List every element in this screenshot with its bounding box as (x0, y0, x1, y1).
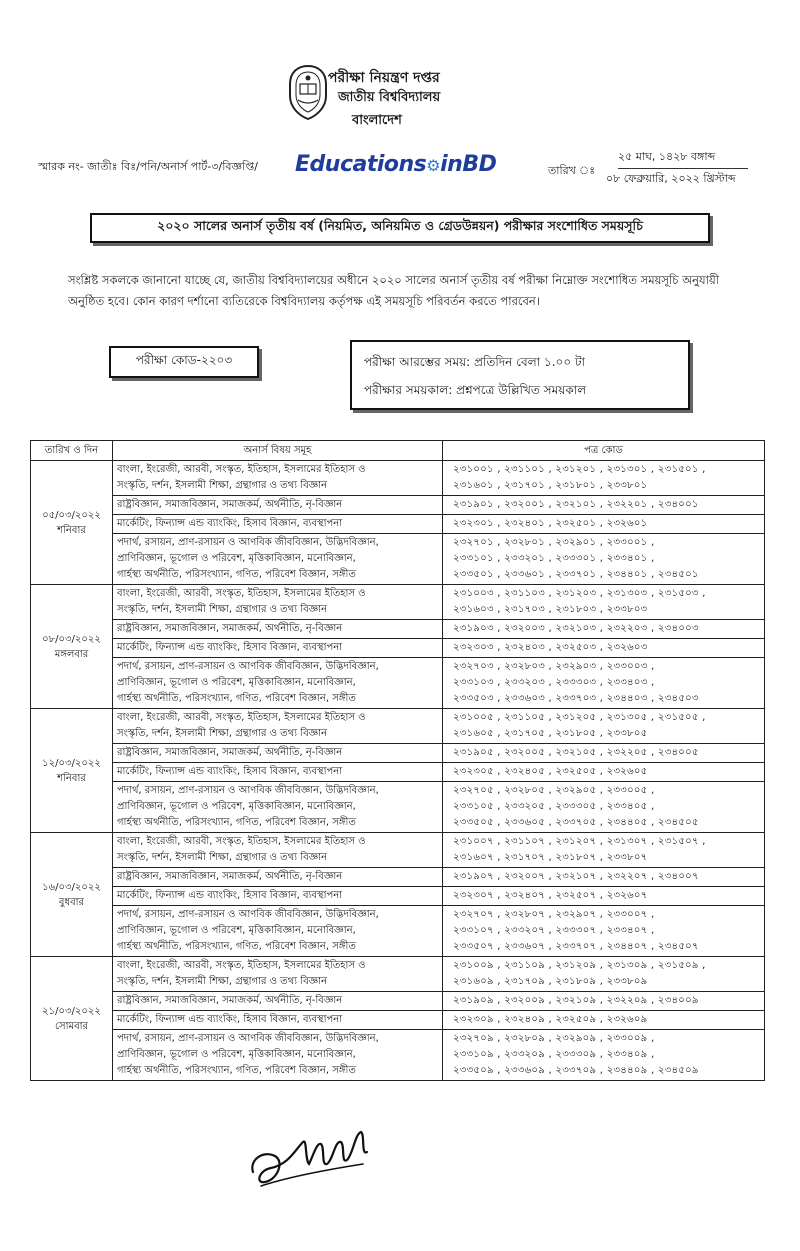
subjects-cell (113, 833, 443, 868)
date-day-cell (31, 957, 113, 1081)
table-row (31, 658, 765, 709)
paper-codes-cell (443, 515, 765, 534)
table-row (31, 1030, 765, 1081)
schedule-table (30, 440, 765, 1081)
subject-line: রাষ্ট্রবিজ্ঞান, সমাজবিজ্ঞান, সমাজকর্ম, অর্থনীতি, নৃ-বিজ্ঞান (117, 871, 343, 882)
subject-line: মার্কেটিং, ফিন্যান্স এন্ড ব্যাংকিং, হিসাব বিজ্ঞান, ব্যবস্থাপনা (117, 642, 343, 653)
table-row (31, 709, 765, 744)
subjects-cell (113, 461, 443, 496)
subject-line: গার্হস্থ্য অর্থনীতি, পরিসংখ্যান, গণিত, পরিবেশ বিজ্ঞান, সঙ্গীত (117, 693, 356, 704)
table-row (31, 620, 765, 639)
subject-line: প্রাণিবিজ্ঞান, ভূগোল ও পরিবেশ, মৃত্তিকাবিজ্ঞান, মনোবিজ্ঞান, (117, 801, 356, 812)
subject-line: রাষ্ট্রবিজ্ঞান, সমাজবিজ্ঞান, সমাজকর্ম, অর্থনীতি, নৃ-বিজ্ঞান (117, 623, 343, 634)
memo-number: স্মারক নং- জাতীঃ বিঃ/পনি/অনার্স পার্ট-৩/বিজ্ঞপ্তি/ (38, 160, 258, 173)
subjects-cell (113, 620, 443, 639)
exam-time-box (350, 340, 690, 410)
subjects-cell (113, 639, 443, 658)
code-line: ২৩২৩০৭ , ২৩২৪০৭ , ২৩২৫০৭ , ২৩২৬০৭ (453, 890, 648, 901)
date-day-cell (31, 461, 113, 585)
subject-line: পদার্থ, রসায়ন, প্রাণ-রসায়ন ও আণবিক জীববিজ্ঞান, উদ্ভিদবিজ্ঞান, (117, 1033, 379, 1044)
table-row (31, 992, 765, 1011)
subjects-cell (113, 906, 443, 957)
paper-codes-cell (443, 461, 765, 496)
header-paper-codes: পত্র কোড (443, 441, 765, 461)
date-bangla: ২৫ মাঘ, ১৪২৮ বঙ্গাব্দ (618, 148, 748, 169)
code-line: ২৩১৬০৯ , ২৩১৭০৯ , ২৩১৮০৯ , ২৩৩৮০৯ (453, 976, 648, 987)
notice-title: ২০২০ সালের অনার্স তৃতীয় বর্ষ (নিয়মিত, অনিয়মিত ও গ্রেডউন্নয়ন) পরীক্ষার সংশোধিত সময়সূচি (90, 213, 710, 243)
subject-line: মার্কেটিং, ফিন্যান্স এন্ড ব্যাংকিং, হিসাব বিজ্ঞান, ব্যবস্থাপনা (117, 518, 343, 529)
subject-line: মার্কেটিং, ফিন্যান্স এন্ড ব্যাংকিং, হিসাব বিজ্ঞান, ব্যবস্থাপনা (117, 1014, 343, 1025)
university-name: জাতীয় বিশ্ববিদ্যালয় (338, 90, 441, 105)
subjects-cell (113, 782, 443, 833)
country-name: বাংলাদেশ (352, 113, 402, 128)
code-line: ২৩১৬০৫ , ২৩১৭০৫ , ২৩১৮০৫ , ২৩৩৮০৫ (453, 728, 648, 739)
code-line: ২৩১০০১ , ২৩১১০১ , ২৩১২০১ , ২৩১৩০১ , ২৩১৫০১ , (453, 464, 706, 475)
subject-line: বাংলা, ইংরেজী, আরবী, সংস্কৃত, ইতিহাস, ইসলামের ইতিহাস ও (117, 712, 366, 723)
date-day-cell (31, 833, 113, 957)
paper-codes-cell (443, 639, 765, 658)
subject-line: বাংলা, ইংরেজী, আরবী, সংস্কৃত, ইতিহাস, ইসলামের ইতিহাস ও (117, 960, 366, 971)
university-crest-icon (286, 62, 330, 122)
paper-codes-cell (443, 1011, 765, 1030)
subject-line: পদার্থ, রসায়ন, প্রাণ-রসায়ন ও আণবিক জীববিজ্ঞান, উদ্ভিদবিজ্ঞান, (117, 661, 379, 672)
subject-line: প্রাণিবিজ্ঞান, ভূগোল ও পরিবেশ, মৃত্তিকাবিজ্ঞান, মনোবিজ্ঞান, (117, 1049, 356, 1060)
subject-line: রাষ্ট্রবিজ্ঞান, সমাজবিজ্ঞান, সমাজকর্ম, অর্থনীতি, নৃ-বিজ্ঞান (117, 499, 343, 510)
subjects-cell (113, 709, 443, 744)
exam-duration: পরীক্ষার সময়কাল: প্রশ্নপত্রে উল্লিখিত সময়কাল (364, 383, 587, 397)
paper-codes-cell (443, 620, 765, 639)
code-line: ২৩২৩০৫ , ২৩২৪০৫ , ২৩২৫০৫ , ২৩২৬০৫ (453, 766, 648, 777)
code-line: ২৩৩১০৭ , ২৩৩২০৭ , ২৩৩৩০৭ , ২৩৩৪০৭ , (453, 925, 655, 936)
intro-paragraph: সংশ্লিষ্ট সকলকে জানানো যাচ্ছে যে, জাতীয় বিশ্ববিদ্যালয়ের অধীনে ২০২০ সালের অনার্স তৃতীয় বর্ষ পরীক্ষা নিম্নোক্ত সংশোধিত সময়সূচি অনুযায়ী অনুষ্ঠিত হবে। কোন কারণ দর্শানো ব্যতিরেকে বিশ্ববিদ্যালয় কর্তৃপক্ষ এই সময়সূচি পরিবর্তন করতে পারবেন। (68, 273, 720, 308)
subject-line: গার্হস্থ্য অর্থনীতি, পরিসংখ্যান, গণিত, পরিবেশ বিজ্ঞান, সঙ্গীত (117, 569, 356, 580)
subjects-cell (113, 585, 443, 620)
code-line: ২৩৩১০৩ , ২৩৩২০৩ , ২৩৩৩০৩ , ২৩৩৪০৩ , (453, 677, 655, 688)
code-line: ২৩১৯০৩ , ২৩২০০৩ , ২৩২১০৩ , ২৩২২০৩ , ২৩৪০০৩ (453, 623, 699, 634)
code-line: ২৩১৯০৯ , ২৩২০০৯ , ২৩২১০৯ , ২৩২২০৯ , ২৩৪০০৯ (453, 995, 699, 1006)
table-row (31, 585, 765, 620)
exam-weekday: মঙ্গলবার (54, 648, 89, 660)
subjects-cell (113, 496, 443, 515)
table-row (31, 868, 765, 887)
subject-line: বাংলা, ইংরেজী, আরবী, সংস্কৃত, ইতিহাস, ইসলামের ইতিহাস ও (117, 588, 366, 599)
table-row (31, 957, 765, 992)
paper-codes-cell (443, 585, 765, 620)
subject-line: প্রাণিবিজ্ঞান, ভূগোল ও পরিবেশ, মৃত্তিকাবিজ্ঞান, মনোবিজ্ঞান, (117, 677, 356, 688)
gear-icon: ⚙ (426, 156, 441, 175)
paper-codes-cell (443, 887, 765, 906)
code-line: ২৩২৭০৭ , ২৩২৮০৭ , ২৩২৯০৭ , ২৩৩০০৭ , (453, 909, 655, 920)
paper-codes-cell (443, 1030, 765, 1081)
code-line: ২৩১০০৯ , ২৩১১০৯ , ২৩১২০৯ , ২৩১৩০৯ , ২৩১৫০৯ , (453, 960, 706, 971)
date-day-cell (31, 585, 113, 709)
subject-line: পদার্থ, রসায়ন, প্রাণ-রসায়ন ও আণবিক জীববিজ্ঞান, উদ্ভিদবিজ্ঞান, (117, 785, 379, 796)
table-row (31, 534, 765, 585)
exam-weekday: সোমবার (54, 1020, 89, 1032)
code-line: ২৩২৭০১ , ২৩২৮০১ , ২৩২৯০১ , ২৩৩০০১ , (453, 537, 655, 548)
code-line: ২৩১৯০৫ , ২৩২০০৫ , ২৩২১০৫ , ২৩২২০৫ , ২৩৪০০৫ (453, 747, 699, 758)
paper-codes-cell (443, 957, 765, 992)
educationsinbd-logo: Educations⚙inBD (295, 152, 497, 177)
subject-line: গার্হস্থ্য অর্থনীতি, পরিসংখ্যান, গণিত, পরিবেশ বিজ্ঞান, সঙ্গীত (117, 817, 356, 828)
header-subjects: অনার্স বিষয় সমূহ (113, 441, 443, 461)
subjects-cell (113, 887, 443, 906)
exam-weekday: শনিবার (57, 772, 86, 784)
subject-line: সংস্কৃতি, দর্শন, ইসলামী শিক্ষা, গ্রন্থাগার ও তথ্য বিজ্ঞান (117, 480, 328, 491)
signature (245, 1120, 375, 1195)
table-row (31, 763, 765, 782)
exam-weekday: বুধবার (58, 896, 85, 908)
subject-line: মার্কেটিং, ফিন্যান্স এন্ড ব্যাংকিং, হিসাব বিজ্ঞান, ব্যবস্থাপনা (117, 766, 343, 777)
subject-line: পদার্থ, রসায়ন, প্রাণ-রসায়ন ও আণবিক জীববিজ্ঞান, উদ্ভিদবিজ্ঞান, (117, 909, 379, 920)
exam-code: পরীক্ষা কোড-২২০৩ (109, 346, 259, 378)
schedule-body (31, 461, 765, 1081)
code-line: ২৩৩৫০৫ , ২৩৩৬০৫ , ২৩৩৭০৫ , ২৩৪৪০৫ , ২৩৪৫০৫ (453, 817, 699, 828)
table-row (31, 461, 765, 496)
paper-codes-cell (443, 709, 765, 744)
subject-line: সংস্কৃতি, দর্শন, ইসলামী শিক্ষা, গ্রন্থাগার ও তথ্য বিজ্ঞান (117, 852, 328, 863)
code-line: ২৩১৬০৩ , ২৩১৭০৩ , ২৩১৮০৩ , ২৩৩৮০৩ (453, 604, 648, 615)
code-line: ২৩২৩০৩ , ২৩২৪০৩ , ২৩২৫০৩ , ২৩২৬০৩ (453, 642, 648, 653)
code-line: ২৩৩১০৫ , ২৩৩২০৫ , ২৩৩৩০৫ , ২৩৩৪০৫ , (453, 801, 655, 812)
paper-codes-cell (443, 833, 765, 868)
paper-codes-cell (443, 782, 765, 833)
code-line: ২৩২৩০১ , ২৩২৪০১ , ২৩২৫০১ , ২৩২৬০১ (453, 518, 648, 529)
paper-codes-cell (443, 658, 765, 709)
subjects-cell (113, 1030, 443, 1081)
subject-line: সংস্কৃতি, দর্শন, ইসলামী শিক্ষা, গ্রন্থাগার ও তথ্য বিজ্ঞান (117, 976, 328, 987)
subjects-cell (113, 534, 443, 585)
date-day-cell (31, 709, 113, 833)
paper-codes-cell (443, 763, 765, 782)
subject-line: বাংলা, ইংরেজী, আরবী, সংস্কৃত, ইতিহাস, ইসলামের ইতিহাস ও (117, 464, 366, 475)
exam-date: ১৬/০৩/২০২২ (42, 881, 101, 893)
code-line: ২৩৩১০১ , ২৩৩২০১ , ২৩৩৩০১ , ২৩৩৪০১ , (453, 553, 655, 564)
paper-codes-cell (443, 744, 765, 763)
subject-line: প্রাণিবিজ্ঞান, ভূগোল ও পরিবেশ, মৃত্তিকাবিজ্ঞান, মনোবিজ্ঞান, (117, 925, 356, 936)
table-row (31, 1011, 765, 1030)
code-line: ২৩৩৫০৭ , ২৩৩৬০৭ , ২৩৩৭০৭ , ২৩৪৪০৭ , ২৩৪৫০৭ (453, 941, 699, 952)
code-line: ২৩৩৫০৯ , ২৩৩৬০৯ , ২৩৩৭০৯ , ২৩৪৪০৯ , ২৩৪৫০৯ (453, 1065, 699, 1076)
subjects-cell (113, 658, 443, 709)
exam-date: ১২/০৩/২০২২ (42, 757, 101, 769)
code-line: ২৩১৯০৭ , ২৩২০০৭ , ২৩২১০৭ , ২৩২২০৭ , ২৩৪০০৭ (453, 871, 699, 882)
header-date-day: তারিখ ও দিন (31, 441, 113, 461)
code-line: ২৩৩৫০১ , ২৩৩৬০১ , ২৩৩৭০১ , ২৩৪৪০১ , ২৩৪৫০১ (453, 569, 699, 580)
paper-codes-cell (443, 868, 765, 887)
table-row (31, 833, 765, 868)
subjects-cell (113, 744, 443, 763)
subjects-cell (113, 1011, 443, 1030)
code-line: ২৩২৩০৯ , ২৩২৪০৯ , ২৩২৫০৯ , ২৩২৬০৯ (453, 1014, 648, 1025)
table-row (31, 515, 765, 534)
code-line: ২৩২৭০৩ , ২৩২৮০৩ , ২৩২৯০৩ , ২৩৩০০৩ , (453, 661, 655, 672)
subject-line: বাংলা, ইংরেজী, আরবী, সংস্কৃত, ইতিহাস, ইসলামের ইতিহাস ও (117, 836, 366, 847)
code-line: ২৩১৯০১ , ২৩২০০১ , ২৩২১০১ , ২৩২২০১ , ২৩৪০০১ (453, 499, 699, 510)
table-header-row (31, 441, 765, 461)
subject-line: মার্কেটিং, ফিন্যান্স এন্ড ব্যাংকিং, হিসাব বিজ্ঞান, ব্যবস্থাপনা (117, 890, 343, 901)
exam-date: ২১/০৩/২০২২ (42, 1005, 101, 1017)
subject-line: গার্হস্থ্য অর্থনীতি, পরিসংখ্যান, গণিত, পরিবেশ বিজ্ঞান, সঙ্গীত (117, 1065, 356, 1076)
code-line: ২৩৩৫০৩ , ২৩৩৬০৩ , ২৩৩৭০৩ , ২৩৪৪০৩ , ২৩৪৫০৩ (453, 693, 699, 704)
code-line: ২৩১০০৩ , ২৩১১০৩ , ২৩১২০৩ , ২৩১৩০৩ , ২৩১৫০৩ , (453, 588, 706, 599)
table-row (31, 782, 765, 833)
table-row (31, 496, 765, 515)
code-line: ২৩১৬০৭ , ২৩১৭০৭ , ২৩১৮০৭ , ২৩৩৮০৭ (453, 852, 648, 863)
code-line: ২৩২৭০৫ , ২৩২৮০৫ , ২৩২৯০৫ , ২৩৩০০৫ , (453, 785, 655, 796)
code-line: ২৩১৬০১ , ২৩১৭০১ , ২৩১৮০১ , ২৩৩৮০১ (453, 480, 648, 491)
table-row (31, 744, 765, 763)
code-line: ২৩২৭০৯ , ২৩২৮০৯ , ২৩২৯০৯ , ২৩৩০০৯ , (453, 1033, 655, 1044)
date-english: ০৮ ফেব্রুয়ারি, ২০২২ খ্রিস্টাব্দ (606, 172, 736, 185)
subjects-cell (113, 763, 443, 782)
subjects-cell (113, 957, 443, 992)
subject-line: প্রাণিবিজ্ঞান, ভূগোল ও পরিবেশ, মৃত্তিকাবিজ্ঞান, মনোবিজ্ঞান, (117, 553, 356, 564)
exam-weekday: শনিবার (57, 524, 86, 536)
paper-codes-cell (443, 496, 765, 515)
subjects-cell (113, 515, 443, 534)
table-row (31, 887, 765, 906)
subject-line: রাষ্ট্রবিজ্ঞান, সমাজবিজ্ঞান, সমাজকর্ম, অর্থনীতি, নৃ-বিজ্ঞান (117, 747, 343, 758)
subject-line: গার্হস্থ্য অর্থনীতি, পরিসংখ্যান, গণিত, পরিবেশ বিজ্ঞান, সঙ্গীত (117, 941, 356, 952)
paper-codes-cell (443, 992, 765, 1011)
date-label: তারিখ ঃ (548, 164, 596, 177)
code-line: ২৩১০০৫ , ২৩১১০৫ , ২৩১২০৫ , ২৩১৩০৫ , ২৩১৫০৫ , (453, 712, 706, 723)
office-name: পরীক্ষা নিয়ন্ত্রণ দপ্তর (328, 70, 440, 86)
table-row (31, 906, 765, 957)
subject-line: রাষ্ট্রবিজ্ঞান, সমাজবিজ্ঞান, সমাজকর্ম, অর্থনীতি, নৃ-বিজ্ঞান (117, 995, 343, 1006)
exam-date: ০৮/০৩/২০২২ (42, 633, 101, 645)
code-line: ২৩১০০৭ , ২৩১১০৭ , ২৩১২০৭ , ২৩১৩০৭ , ২৩১৫০৭ , (453, 836, 706, 847)
exam-date: ০৫/০৩/২০২২ (42, 509, 101, 521)
subject-line: সংস্কৃতি, দর্শন, ইসলামী শিক্ষা, গ্রন্থাগার ও তথ্য বিজ্ঞান (117, 604, 328, 615)
subjects-cell (113, 868, 443, 887)
subjects-cell (113, 992, 443, 1011)
subject-line: পদার্থ, রসায়ন, প্রাণ-রসায়ন ও আণবিক জীববিজ্ঞান, উদ্ভিদবিজ্ঞান, (117, 537, 379, 548)
paper-codes-cell (443, 906, 765, 957)
code-line: ২৩৩১০৯ , ২৩৩২০৯ , ২৩৩৩০৯ , ২৩৩৪০৯ , (453, 1049, 655, 1060)
paper-codes-cell (443, 534, 765, 585)
subject-line: সংস্কৃতি, দর্শন, ইসলামী শিক্ষা, গ্রন্থাগার ও তথ্য বিজ্ঞান (117, 728, 328, 739)
table-row (31, 639, 765, 658)
exam-start-time: পরীক্ষা আরম্ভের সময়: প্রতিদিন বেলা ১.০০ টা (364, 355, 585, 369)
